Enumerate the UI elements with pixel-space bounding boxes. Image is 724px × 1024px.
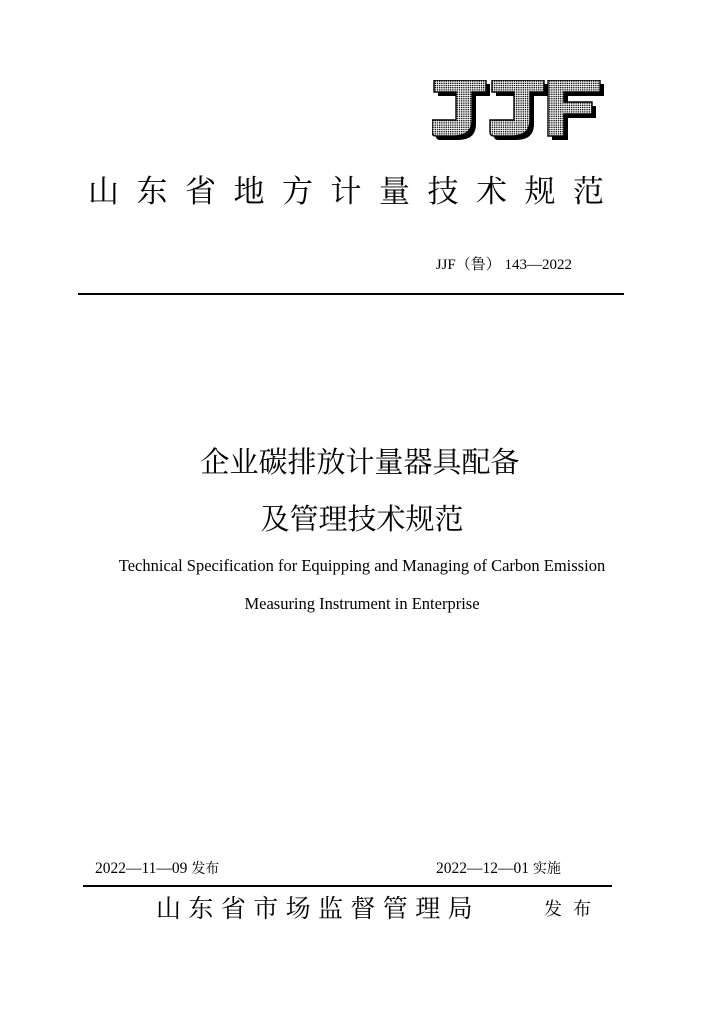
title-zh-line2: 及管理技术规范 bbox=[260, 502, 464, 536]
effective-date bbox=[436, 859, 561, 879]
effective-date-value: 2022—12—01 bbox=[436, 860, 529, 877]
jjf-logo-graphic bbox=[432, 80, 608, 142]
title-en-line1: Technical Specification for Equipping and Managing of Carbon Emission bbox=[118, 556, 606, 575]
publisher-action: 发布 bbox=[544, 899, 602, 920]
issue-date-label: 发布 bbox=[191, 861, 220, 877]
title-en-line2: Measuring Instrument in Enterprise bbox=[244, 594, 480, 613]
effective-date-label: 实施 bbox=[532, 861, 561, 877]
bottom-divider bbox=[83, 885, 612, 887]
issue-date-value: 2022—11—09 bbox=[95, 860, 188, 877]
top-divider bbox=[78, 293, 624, 295]
document-number: JJF（鲁） 143—2022 bbox=[435, 257, 572, 273]
publisher-name: 山东省市场监督管理局 bbox=[156, 894, 481, 923]
issue-date bbox=[95, 859, 219, 879]
jjf-logo bbox=[432, 80, 608, 142]
standard-category-title: 山东省地方计量技术规范 bbox=[88, 174, 622, 210]
title-zh-line1: 企业碳排放计量器具配备 bbox=[200, 445, 520, 479]
